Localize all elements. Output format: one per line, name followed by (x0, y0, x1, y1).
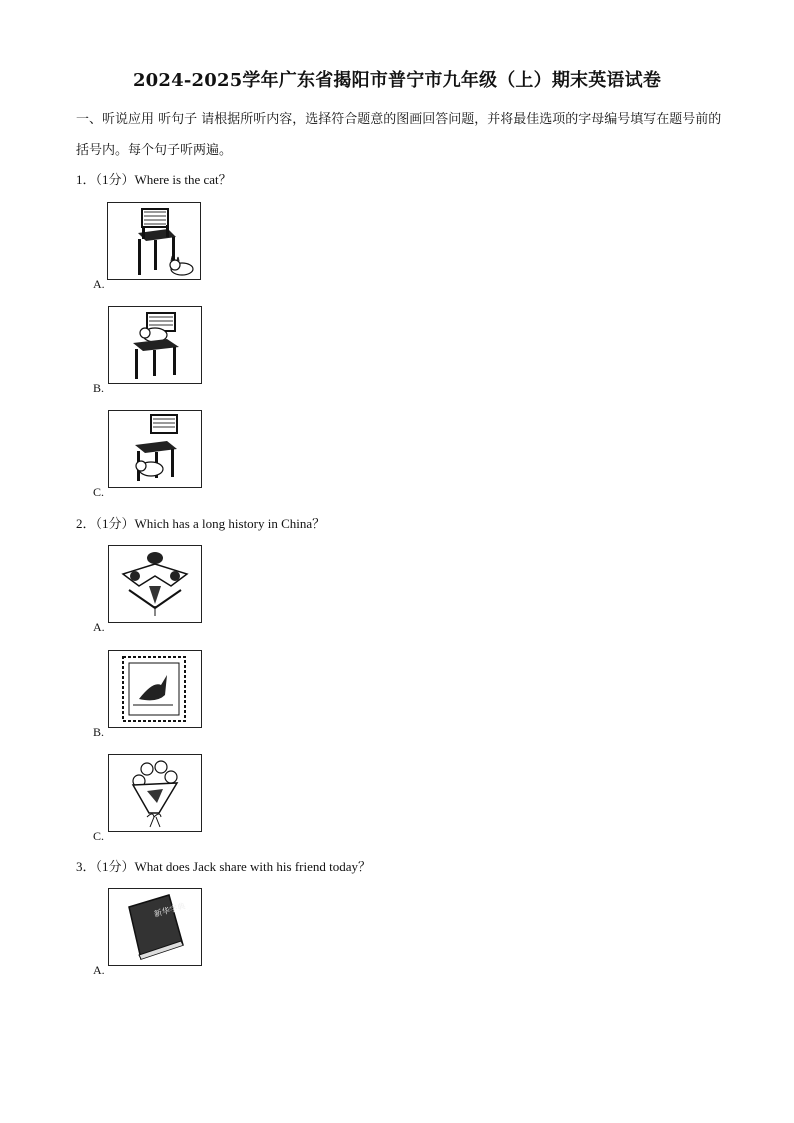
question-3 (76, 856, 371, 875)
option-label: A. (93, 963, 105, 977)
question-number: 1． (76, 172, 96, 187)
chair-cat-under-picture (108, 410, 202, 488)
option-2b[interactable] (93, 650, 213, 740)
question-1 (76, 169, 232, 188)
option-1b[interactable] (93, 306, 213, 396)
option-label: B. (93, 381, 105, 395)
question-score: （1分） (95, 859, 135, 874)
question-text: Which has a long history in China？ (134, 516, 326, 531)
option-1c[interactable] (93, 410, 213, 500)
chair-cat-on-picture (108, 306, 202, 384)
option-2c[interactable] (93, 754, 213, 844)
book-picture (108, 888, 202, 966)
question-text: Where is the cat？ (134, 172, 232, 187)
option-3a[interactable] (93, 888, 213, 978)
section-instructions: 一、听说应用 听句子 请根据所听内容，选择符合题意的图画回答问题，并将最佳选项的字母编号填写在题号前的括号内。每个句子听两遍。 (76, 112, 722, 158)
question-number: 3． (76, 859, 96, 874)
option-label: C. (93, 485, 105, 499)
option-label: A. (93, 620, 105, 634)
option-2a[interactable] (93, 545, 213, 635)
question-2 (76, 513, 325, 532)
option-1a[interactable] (93, 202, 213, 292)
kite-picture (108, 545, 202, 623)
book-cover-text: 新华字典 (153, 901, 187, 919)
option-label: A. (93, 277, 105, 291)
option-label: C. (93, 829, 105, 843)
question-score: （1分） (95, 516, 135, 531)
stamp-picture (108, 650, 202, 728)
question-number: 2． (76, 516, 96, 531)
page-title: 2024-2025学年广东省揭阳市普宁市九年级（上）期末英语试卷 (132, 70, 662, 91)
question-score: （1分） (95, 172, 135, 187)
chair-cat-beside-picture (107, 202, 201, 280)
flowers-picture (108, 754, 202, 832)
question-text: What does Jack share with his friend today？ (134, 859, 371, 874)
option-label: B. (93, 725, 105, 739)
